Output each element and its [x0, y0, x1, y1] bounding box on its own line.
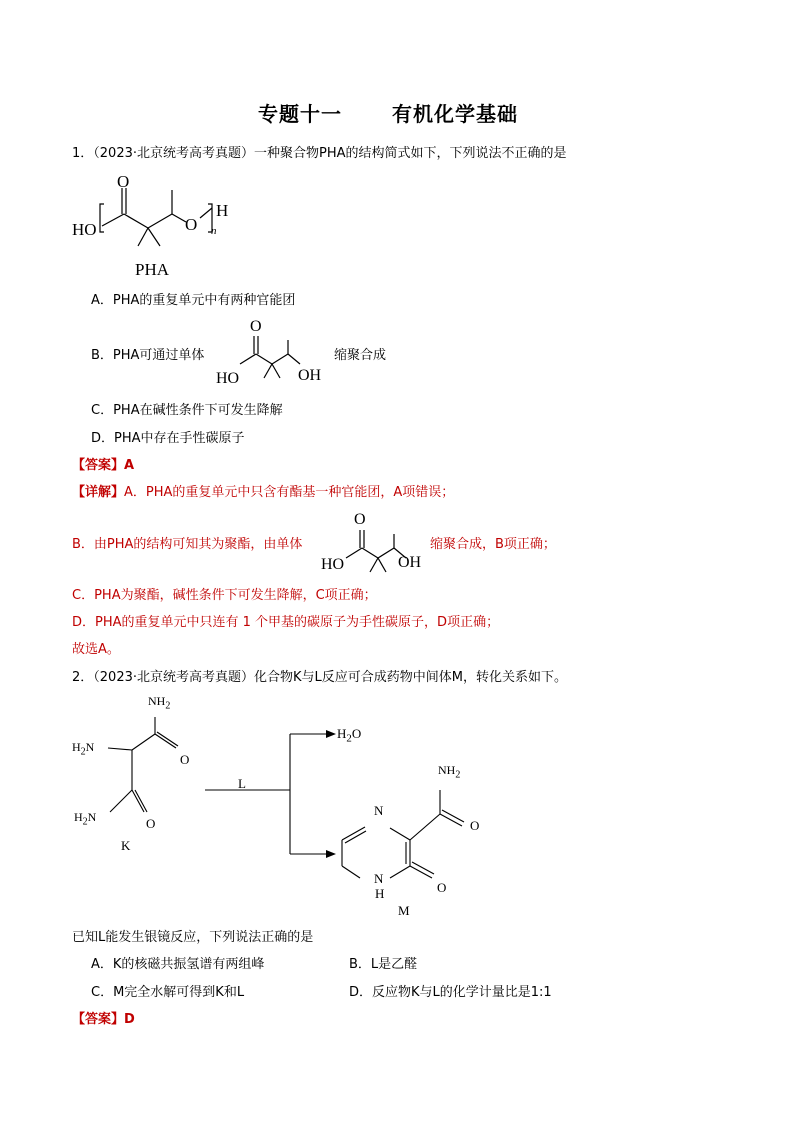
monomer2-o: O [354, 511, 366, 528]
m-label: M [398, 903, 410, 918]
q2-known: 已知L能发生银镜反应，下列说法正确的是 [72, 930, 314, 945]
k-nh2-top: $NH_2$ [148, 694, 171, 712]
q1-detail-a [72, 485, 454, 501]
m-nh-n: N [374, 871, 384, 886]
pha-h: H [216, 201, 229, 220]
monomer2-oh: OH [398, 554, 422, 571]
q1-detail-b-post: 缩聚合成，B项正确； [430, 537, 556, 552]
answer-value: A [124, 458, 135, 473]
q1-stem: 1．（2023·北京统考高考真题）一种聚合物PHA的结构简式如下，下列说法不正确的是 [72, 146, 567, 161]
monomer1-o: O [250, 318, 262, 335]
pha-o-top: O [117, 172, 130, 191]
k-o1: O [180, 752, 190, 767]
q1-option-c: C．PHA在碱性条件下可发生降解 [91, 403, 283, 418]
pha-n-subscript: n [211, 225, 217, 237]
answer-tag: 【答案】 [72, 1012, 125, 1027]
k-h2n-bottom: $H_2N$ [74, 810, 97, 828]
q1-detail-b-pre: B．由PHA的结构可知其为聚酯，由单体 [72, 537, 303, 552]
q1-option-a: A．PHA的重复单元中有两种官能团 [91, 293, 296, 308]
detail-tag: 【详解】 [72, 485, 125, 500]
q1-answer [72, 458, 134, 474]
q1-option-b-post: 缩聚合成 [334, 348, 387, 363]
monomer2-ho: HO [321, 556, 345, 573]
k-label: K [121, 838, 131, 853]
page-title-right: 有机化学基础 [392, 102, 518, 126]
q2-option-d: D．反应物K与L的化学计量比是1:1 [349, 985, 552, 1000]
q2-option-a: A．K的核磁共振氢谱有两组峰 [91, 957, 265, 972]
q1-detail-c: C．PHA为聚酯，碱性条件下可发生降解，C项正确； [72, 588, 377, 603]
q2-option-c: C．M完全水解可得到K和L [91, 985, 245, 1000]
page-title-left: 专题十一 [258, 102, 342, 126]
q1-detail-d: D．PHA的重复单元中只连有 1 个甲基的碳原子为手性碳原子，D项正确； [72, 615, 500, 630]
m-n-top: N [374, 803, 384, 818]
k-o2: O [146, 816, 156, 831]
pha-name: PHA [135, 260, 170, 279]
m-o2: O [437, 880, 447, 895]
q1-conclusion: 故选A。 [72, 642, 120, 657]
water-label: $H_2O$ [337, 726, 362, 745]
q1-option-b-pre: B．PHA可通过单体 [91, 348, 205, 363]
monomer1-ho: HO [216, 370, 240, 387]
answer-value: D [124, 1012, 135, 1027]
k-h2n-left: $H_2N$ [72, 740, 95, 758]
q1-option-d: D．PHA中存在手性碳原子 [91, 431, 245, 446]
reaction-scheme [60, 690, 500, 920]
detail-a-text: A．PHA的重复单元中只含有酯基一种官能团，A项错误； [124, 485, 455, 500]
pha-ho: HO [72, 220, 97, 239]
m-nh-h: H [375, 886, 385, 901]
answer-tag: 【答案】 [72, 458, 125, 473]
monomer1-oh: OH [298, 367, 322, 384]
pha-o-ring: O [185, 215, 198, 234]
m-nh2: $NH_2$ [438, 763, 461, 781]
q2-answer [72, 1012, 135, 1028]
arrow-label-l: L [238, 776, 246, 791]
m-o1: O [470, 818, 480, 833]
q2-option-b: B．L是乙醛 [349, 957, 418, 972]
q2-stem: 2．（2023·北京统考高考真题）化合物K与L反应可合成药物中间体M，转化关系如下。 [72, 670, 567, 685]
